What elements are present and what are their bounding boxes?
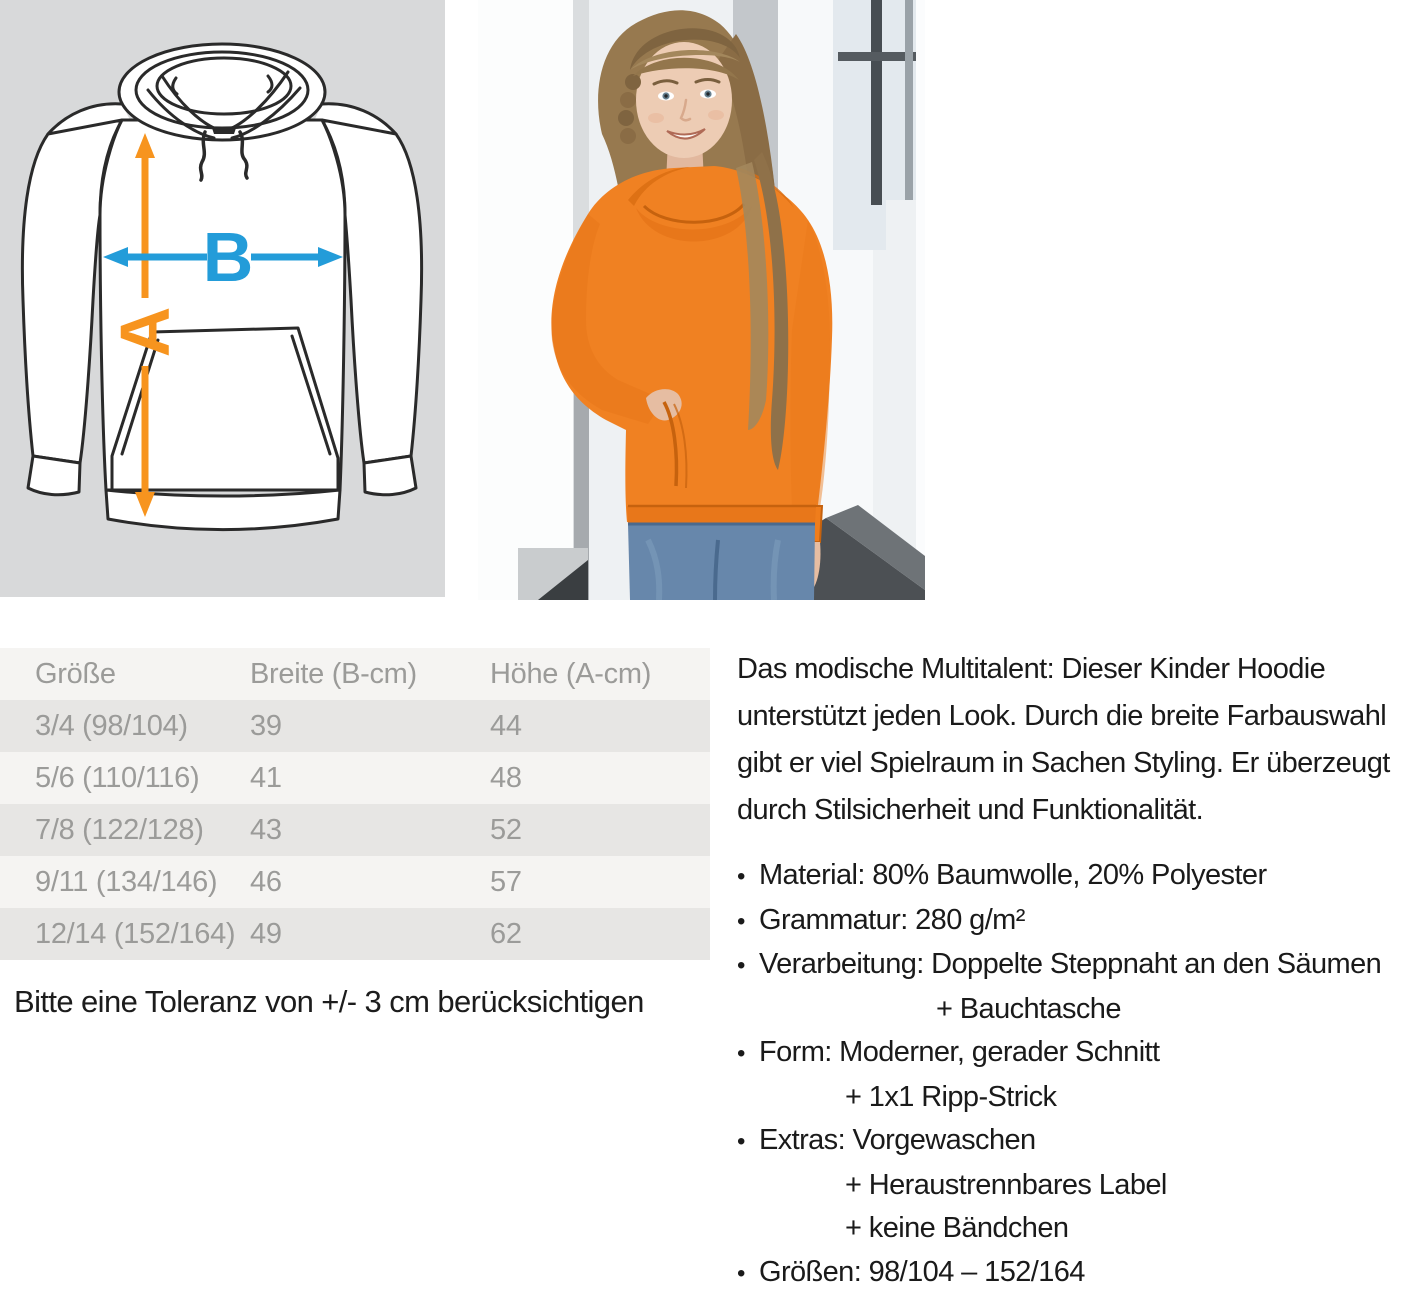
- detail-bullet-item: [737, 854, 1416, 899]
- table-row: [0, 804, 710, 856]
- table-row: [0, 908, 710, 960]
- cell-size: 9/11 (134/146): [0, 866, 250, 899]
- bullet-icon: •: [737, 1252, 759, 1295]
- description-line: unterstützt jeden Look. Durch die breite Farbauswahl: [737, 693, 1416, 740]
- cell-width: 46: [250, 866, 490, 899]
- detail-continuation: + Bauchtasche: [737, 988, 1416, 1032]
- cell-width: 39: [250, 710, 490, 743]
- product-details-list: [737, 854, 1416, 1295]
- product-photo: [478, 0, 925, 600]
- col-header-width: Breite (B-cm): [250, 658, 490, 691]
- cell-height: 57: [490, 866, 710, 899]
- bullet-icon: •: [737, 1120, 759, 1164]
- description-line: gibt er viel Spielraum in Sachen Styling. Er überzeugt: [737, 740, 1416, 787]
- cell-width: 41: [250, 762, 490, 795]
- detail-text: Verarbeitung: Doppelte Steppnaht an den Säumen: [759, 943, 1381, 987]
- product-description: [737, 646, 1416, 1295]
- col-header-size: Größe: [0, 658, 250, 691]
- description-line: durch Stilsicherheit und Funktionalität.: [737, 787, 1416, 834]
- size-table: [0, 648, 710, 960]
- detail-bullet-item: [737, 943, 1416, 988]
- detail-continuation: + 1x1 Ripp-Strick: [737, 1076, 1416, 1120]
- table-row: [0, 856, 710, 908]
- detail-bullet-item: [737, 1031, 1416, 1076]
- girl-in-orange-hoodie-photo: [478, 0, 925, 600]
- cell-size: 12/14 (152/164): [0, 918, 250, 951]
- detail-text: Form: Moderner, gerader Schnitt: [759, 1031, 1159, 1075]
- col-header-height: Höhe (A-cm): [490, 658, 710, 691]
- detail-text: Größen: 98/104 – 152/164: [759, 1251, 1085, 1295]
- size-table-header: [0, 648, 710, 700]
- label-b: B: [203, 218, 254, 296]
- cell-height: 62: [490, 918, 710, 951]
- label-a: A: [106, 307, 184, 358]
- cell-size: 7/8 (122/128): [0, 814, 250, 847]
- description-line: Das modische Multitalent: Dieser Kinder Hoodie: [737, 646, 1416, 693]
- cell-width: 49: [250, 918, 490, 951]
- bullet-icon: •: [737, 944, 759, 988]
- detail-bullet-item: [737, 899, 1416, 944]
- tolerance-note: Bitte eine Toleranz von +/- 3 cm berücksichtigen: [14, 984, 644, 1020]
- detail-text: Extras: Vorgewaschen: [759, 1119, 1036, 1163]
- detail-bullet-item: [737, 1251, 1416, 1295]
- bullet-icon: •: [737, 1032, 759, 1076]
- detail-bullet-item: [737, 1119, 1416, 1164]
- size-diagram-panel: [0, 0, 445, 597]
- hoodie-measurement-diagram: [0, 0, 445, 597]
- detail-text: Material: 80% Baumwolle, 20% Polyester: [759, 854, 1267, 898]
- cell-size: 5/6 (110/116): [0, 762, 250, 795]
- cell-size: 3/4 (98/104): [0, 710, 250, 743]
- cell-height: 48: [490, 762, 710, 795]
- bullet-icon: •: [737, 855, 759, 899]
- cell-height: 44: [490, 710, 710, 743]
- cell-width: 43: [250, 814, 490, 847]
- table-row: [0, 700, 710, 752]
- cell-height: 52: [490, 814, 710, 847]
- description-paragraph: [737, 646, 1416, 834]
- detail-continuation: + Heraustrennbares Label: [737, 1164, 1416, 1208]
- detail-continuation: + keine Bändchen: [737, 1207, 1416, 1251]
- table-row: [0, 752, 710, 804]
- bullet-icon: •: [737, 900, 759, 944]
- detail-text: Grammatur: 280 g/m²: [759, 899, 1025, 943]
